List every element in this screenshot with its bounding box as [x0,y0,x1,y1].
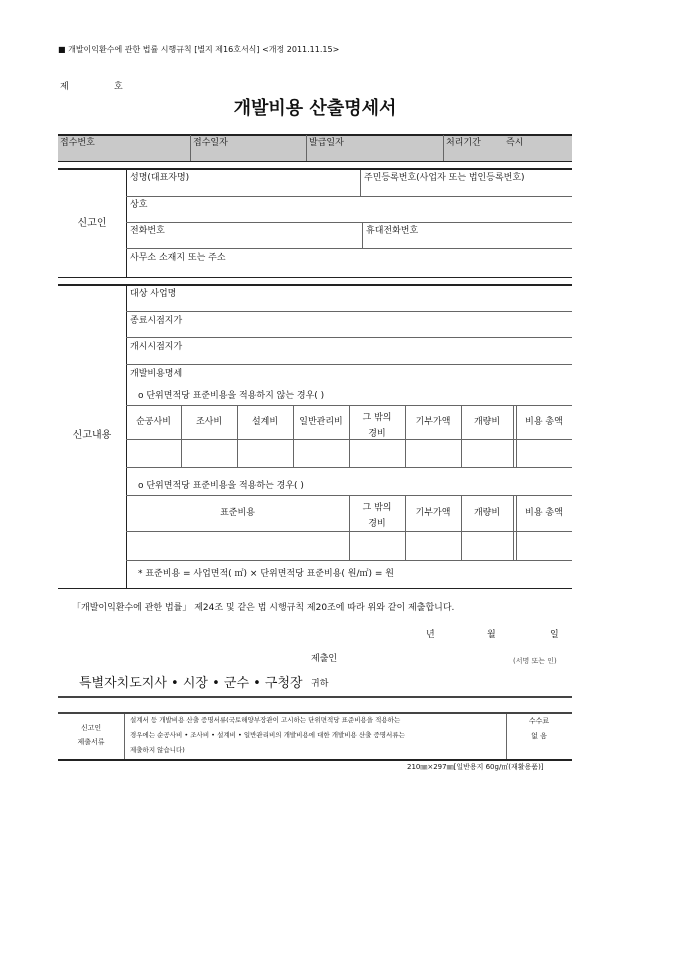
attachment-text-1: 설계서 등 개발비용 산출 증명서류(국토해양부장관이 고시하는 단위면적당 표준비용을 적용하는 [130,716,401,724]
declarant-label: 신고인 [77,218,107,229]
case2-label: o 단위면적당 표준비용을 적용하는 경우( ) [138,481,304,491]
processing-period-value: 즉시 [506,138,524,148]
paper-spec: 210㎜×297㎜[일반용지 60g/㎡(재활용품)] [407,763,544,771]
end-point-price-label: 종료시점지가 [130,316,183,326]
name-label: 성명(대표자명) [130,173,190,183]
case2-col-improvement: 개량비 [473,508,501,518]
date-day: 일 [550,630,559,640]
cost-detail-label: 개발비용명세 [130,369,183,379]
doc-number-ho: 호 [114,82,123,92]
case2-col-total: 비용 총액 [525,508,563,518]
processing-period-label: 처리기간 [446,138,481,148]
attachment-label-2: 제출서류 [77,738,105,746]
receipt-date-label: 접수일자 [193,138,228,148]
addressee-suffix: 귀하 [311,679,329,689]
project-name-label: 대상 사업명 [130,289,177,299]
case2-col-standard: 표준비용 [220,508,255,518]
office-address-label: 사무소 소재지 또는 주소 [130,253,226,263]
case1-col-design: 설계비 [251,417,279,427]
case1-col-construction: 순공사비 [136,417,171,427]
attachment-label-1: 신고인 [80,724,102,732]
start-point-price-label: 개시시점지가 [130,342,183,352]
case1-col-donation: 기부가액 [415,417,451,427]
header-note: ■ 개발이익환수에 관한 법률 시행규칙 [별지 제16호서식] <개정 2011.11.15> [58,45,340,54]
formula-note: * 표준비용 = 사업면적( ㎡) × 단위면적당 표준비용( 원/㎡) = 원 [138,569,394,579]
date-month: 월 [487,630,496,640]
attachment-text-3: 제출하지 않습니다) [130,746,185,754]
case2-col-other: 그 밖의 경비 [362,503,392,529]
doc-number-je: 제 [60,82,69,92]
page-title: 개발비용 산출명세서 [233,98,397,119]
date-year: 년 [426,630,435,640]
declaration-text: 「개발이익환수에 관한 법률」 제24조 및 같은 법 시행규칙 제20조에 따라 위와 같이 제출합니다. [72,603,455,613]
case1-col-admin: 일반관리비 [299,417,343,427]
case1-col-improvement: 개량비 [473,417,501,427]
phone-label: 전화번호 [130,226,165,236]
signature-note: (서명 또는 인) [513,657,557,665]
trade-name-label: 상호 [130,200,148,210]
report-label: 신고내용 [72,430,112,441]
attachment-text-2: 경우에는 순공사비 • 조사비 • 설계비 • 일반관리비의 개발비용에 대한 개발비용 산출 증명서류는 [130,731,405,739]
mobile-label: 휴대전화번호 [366,226,419,236]
fee-value: 없 음 [531,732,547,740]
case1-col-survey: 조사비 [195,417,223,427]
issue-date-label: 발급일자 [309,138,344,148]
case1-col-total: 비용 총액 [525,417,563,427]
case1-label: o 단위면적당 표준비용을 적용하지 않는 경우( ) [138,391,325,401]
case2-col-donation: 기부가액 [415,508,451,518]
case1-col-other: 그 밖의 경비 [362,413,392,439]
addressee: 특별자치도지사 • 시장 • 군수 • 구청장 [79,676,303,691]
receipt-number-label: 접수번호 [60,138,95,148]
resident-number-label: 주민등록번호(사업자 또는 법인등록번호) [364,173,525,183]
submitter-label: 제출인 [311,654,338,664]
fee-label: 수수료 [528,717,550,725]
